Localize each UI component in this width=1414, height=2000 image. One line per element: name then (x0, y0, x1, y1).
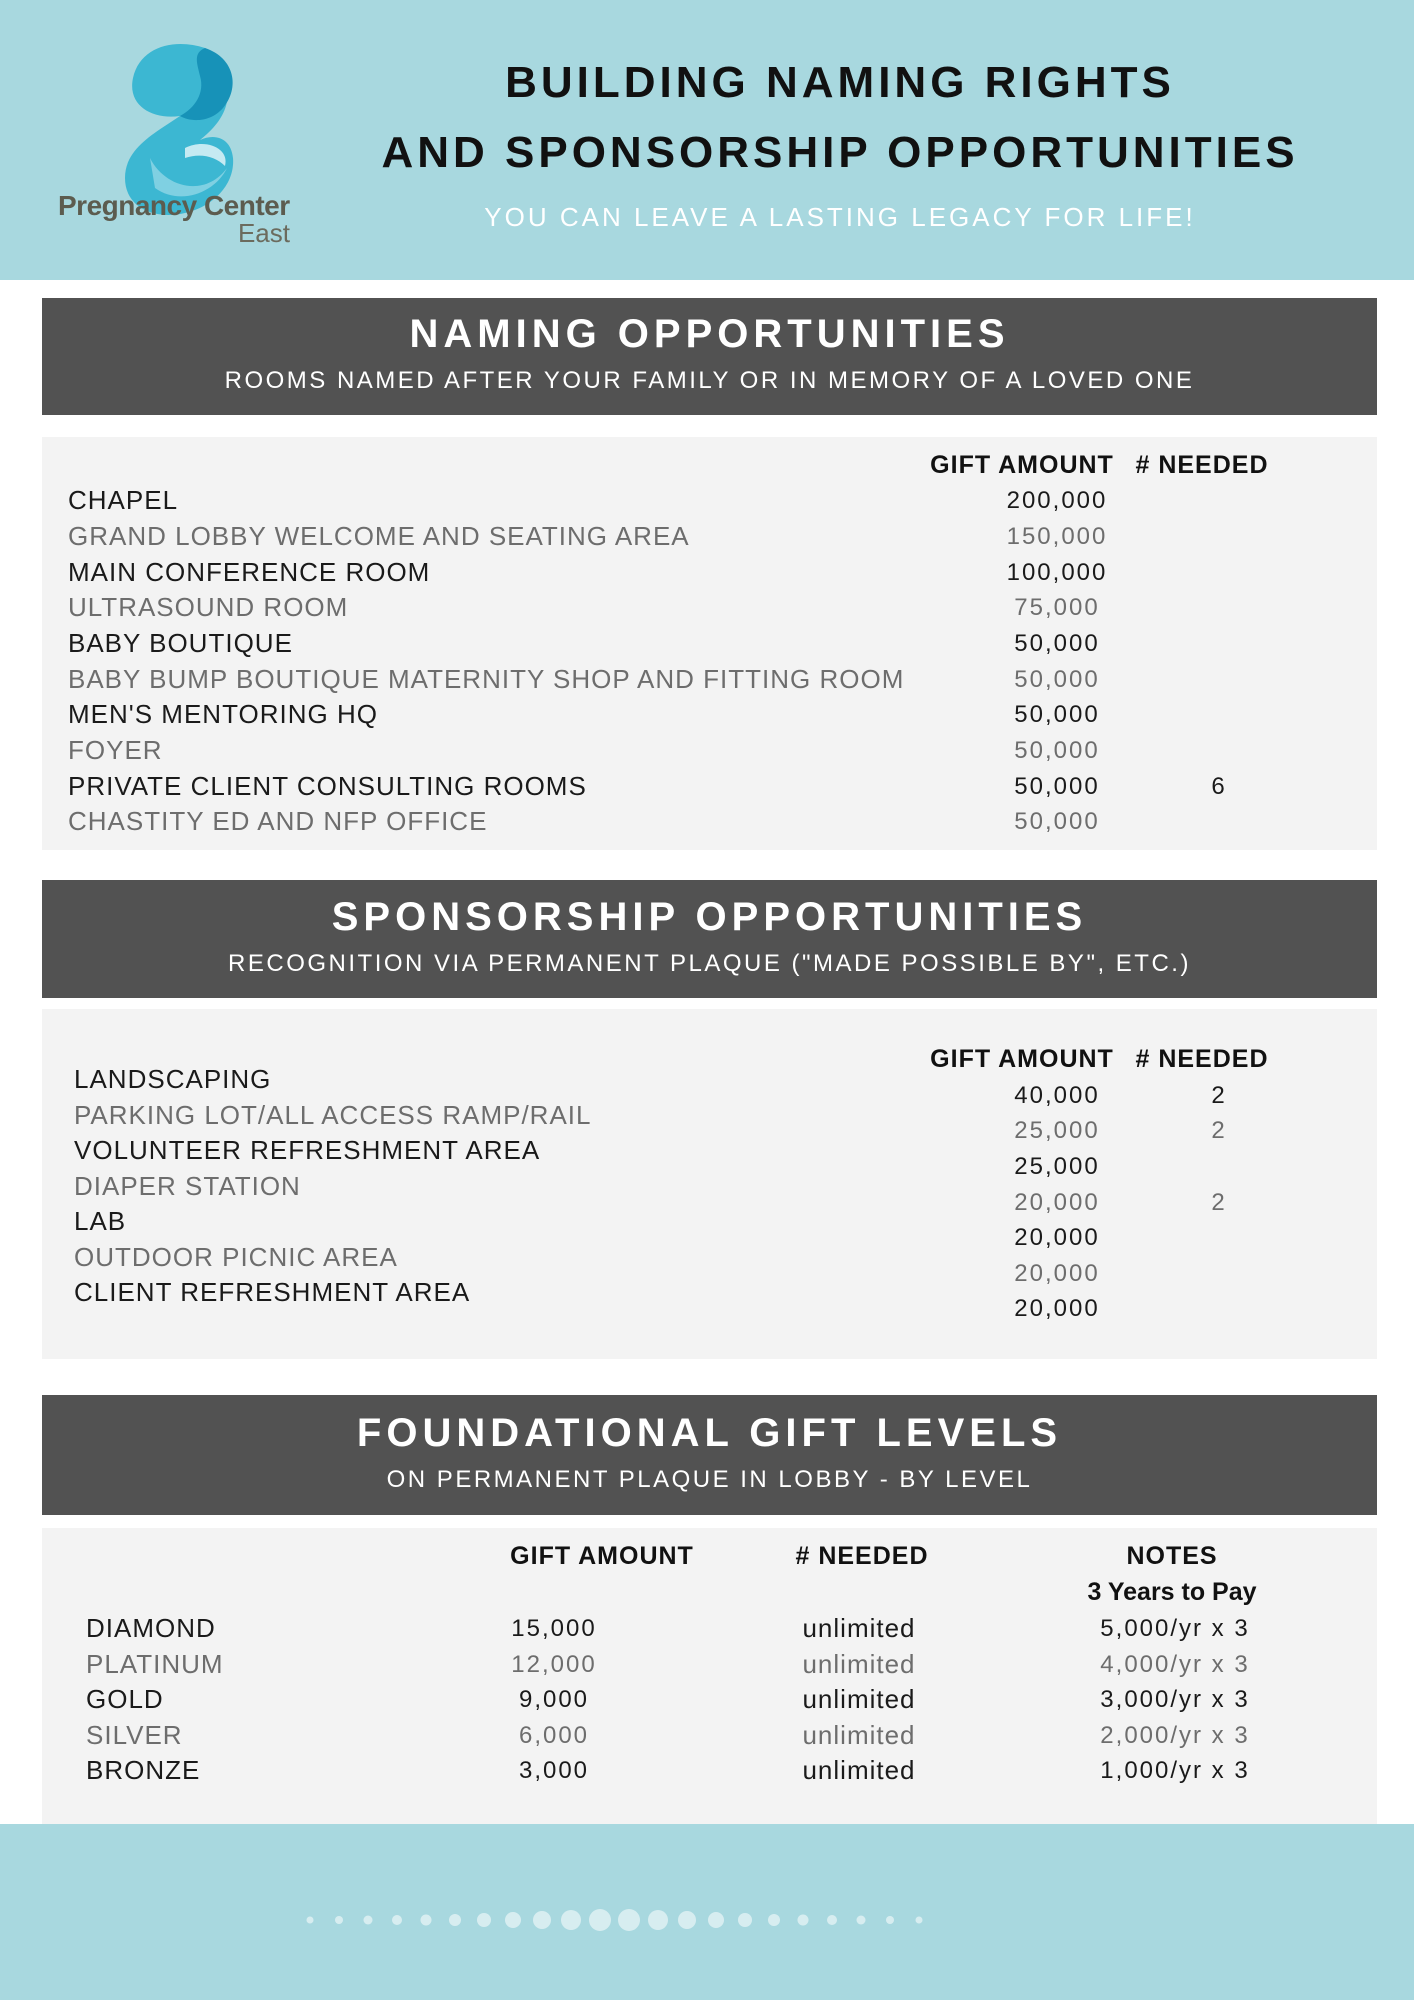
logo-sub: East (237, 218, 290, 248)
foundational-row-amount: 12,000 (511, 1651, 597, 1678)
foundational-row-needed: unlimited (802, 1613, 916, 1643)
naming-row-amount: 50,000 (1014, 666, 1100, 693)
sponsorship-row-needed: 2 (1211, 1189, 1225, 1216)
naming-row-label: CHAPEL (68, 485, 179, 515)
page-title-line2: AND SPONSORSHIP OPPORTUNITIES (381, 128, 1299, 177)
sponsorship-row-needed: 2 (1211, 1117, 1225, 1144)
naming-section-header (42, 298, 1377, 415)
naming-row-label: MAIN CONFERENCE ROOM (68, 557, 431, 587)
foundational-row-needed: unlimited (802, 1684, 916, 1714)
foundational-row-label: BRONZE (86, 1755, 201, 1785)
naming-row-amount: 50,000 (1014, 701, 1100, 728)
naming-row-needed: 6 (1211, 773, 1225, 800)
foundational-row-label: SILVER (86, 1720, 183, 1750)
sponsorship-row-label: PARKING LOT/ALL ACCESS RAMP/RAIL (74, 1100, 592, 1130)
naming-row-label: BABY BOUTIQUE (68, 628, 293, 658)
naming-row-amount: 50,000 (1014, 737, 1100, 764)
sponsorship-row-amount: 20,000 (1014, 1295, 1100, 1322)
sponsorship-subtitle: RECOGNITION VIA PERMANENT PLAQUE ("MADE POSSIBLE BY", ETC.) (228, 950, 1191, 977)
sponsorship-col-amount: GIFT AMOUNT (930, 1045, 1114, 1073)
foundational-subtitle: ON PERMANENT PLAQUE IN LOBBY - BY LEVEL (386, 1466, 1033, 1493)
naming-row-amount: 75,000 (1014, 594, 1100, 621)
naming-row-label: MEN'S MENTORING HQ (68, 699, 378, 729)
decorative-dots-icon (290, 1900, 1110, 1940)
foundational-row-notes: 3,000/yr x 3 (1100, 1686, 1250, 1713)
logo-name: Pregnancy Center (58, 190, 290, 221)
naming-row-label: GRAND LOBBY WELCOME AND SEATING AREA (68, 521, 690, 551)
foundational-row-needed: unlimited (802, 1755, 916, 1785)
naming-row-amount: 50,000 (1014, 808, 1100, 835)
sponsorship-row-label: LAB (74, 1206, 127, 1236)
naming-row-label: PRIVATE CLIENT CONSULTING ROOMS (68, 771, 587, 801)
foundational-row-label: PLATINUM (86, 1649, 224, 1679)
sponsorship-row-amount: 40,000 (1014, 1082, 1100, 1109)
foundational-section-header (42, 1395, 1377, 1515)
page-title-line1: BUILDING NAMING RIGHTS (505, 58, 1175, 107)
foundational-col-notes: NOTES (1126, 1542, 1218, 1570)
sponsorship-section-header (42, 880, 1377, 998)
foundational-title: FOUNDATIONAL GIFT LEVELS (356, 1411, 1063, 1455)
foundational-col-needed: # NEEDED (795, 1542, 929, 1570)
naming-subtitle: ROOMS NAMED AFTER YOUR FAMILY OR IN MEMORY OF A LOVED ONE (224, 367, 1195, 394)
sponsorship-row-amount: 20,000 (1014, 1189, 1100, 1216)
naming-table (42, 437, 1377, 850)
naming-row-amount: 200,000 (1006, 487, 1108, 514)
naming-row-label: CHASTITY ED AND NFP OFFICE (68, 806, 488, 836)
naming-row-label: ULTRASOUND ROOM (68, 592, 349, 622)
sponsorship-row-amount: 20,000 (1014, 1260, 1100, 1287)
naming-col-amount: GIFT AMOUNT (930, 451, 1114, 479)
sponsorship-row-amount: 25,000 (1014, 1117, 1100, 1144)
sponsorship-row-amount: 20,000 (1014, 1224, 1100, 1251)
naming-row-amount: 50,000 (1014, 630, 1100, 657)
foundational-row-label: DIAMOND (86, 1613, 216, 1643)
sponsorship-col-needed: # NEEDED (1135, 1045, 1269, 1073)
sponsorship-row-needed: 2 (1211, 1082, 1225, 1109)
foundational-row-amount: 3,000 (518, 1757, 590, 1784)
foundational-table (42, 1528, 1377, 1824)
sponsorship-row-label: LANDSCAPING (74, 1064, 272, 1094)
foundational-row-needed: unlimited (802, 1720, 916, 1750)
foundational-row-notes: 1,000/yr x 3 (1100, 1757, 1250, 1784)
naming-row-label: BABY BUMP BOUTIQUE MATERNITY SHOP AND FITTING ROOM (68, 664, 905, 694)
foundational-col-amount: GIFT AMOUNT (510, 1542, 694, 1570)
naming-row-label: FOYER (68, 735, 163, 765)
foundational-row-amount: 9,000 (518, 1686, 590, 1713)
foundational-row-notes: 2,000/yr x 3 (1100, 1722, 1250, 1749)
sponsorship-row-label: DIAPER STATION (74, 1171, 301, 1201)
naming-row-amount: 50,000 (1014, 773, 1100, 800)
foundational-row-needed: unlimited (802, 1649, 916, 1679)
sponsorship-table (42, 1009, 1377, 1359)
naming-row-amount: 100,000 (1006, 559, 1108, 586)
foundational-row-notes: 5,000/yr x 3 (1100, 1615, 1250, 1642)
sponsorship-row-label: VOLUNTEER REFRESHMENT AREA (74, 1135, 541, 1165)
sponsorship-row-amount: 25,000 (1014, 1153, 1100, 1180)
naming-row-amount: 150,000 (1006, 523, 1108, 550)
sponsorship-title: SPONSORSHIP OPPORTUNITIES (331, 895, 1088, 939)
foundational-row-amount: 15,000 (511, 1615, 597, 1642)
sponsorship-row-label: CLIENT REFRESHMENT AREA (74, 1277, 471, 1307)
naming-title: NAMING OPPORTUNITIES (409, 312, 1010, 356)
naming-col-needed: # NEEDED (1135, 451, 1269, 479)
sponsorship-row-label: OUTDOOR PICNIC AREA (74, 1242, 398, 1272)
tagline: YOU CAN LEAVE A LASTING LEGACY FOR LIFE! (484, 202, 1196, 232)
foundational-row-amount: 6,000 (518, 1722, 590, 1749)
foundational-row-notes: 4,000/yr x 3 (1100, 1651, 1250, 1678)
foundational-row-label: GOLD (86, 1684, 164, 1714)
foundational-notes-sub: 3 Years to Pay (1087, 1578, 1257, 1606)
